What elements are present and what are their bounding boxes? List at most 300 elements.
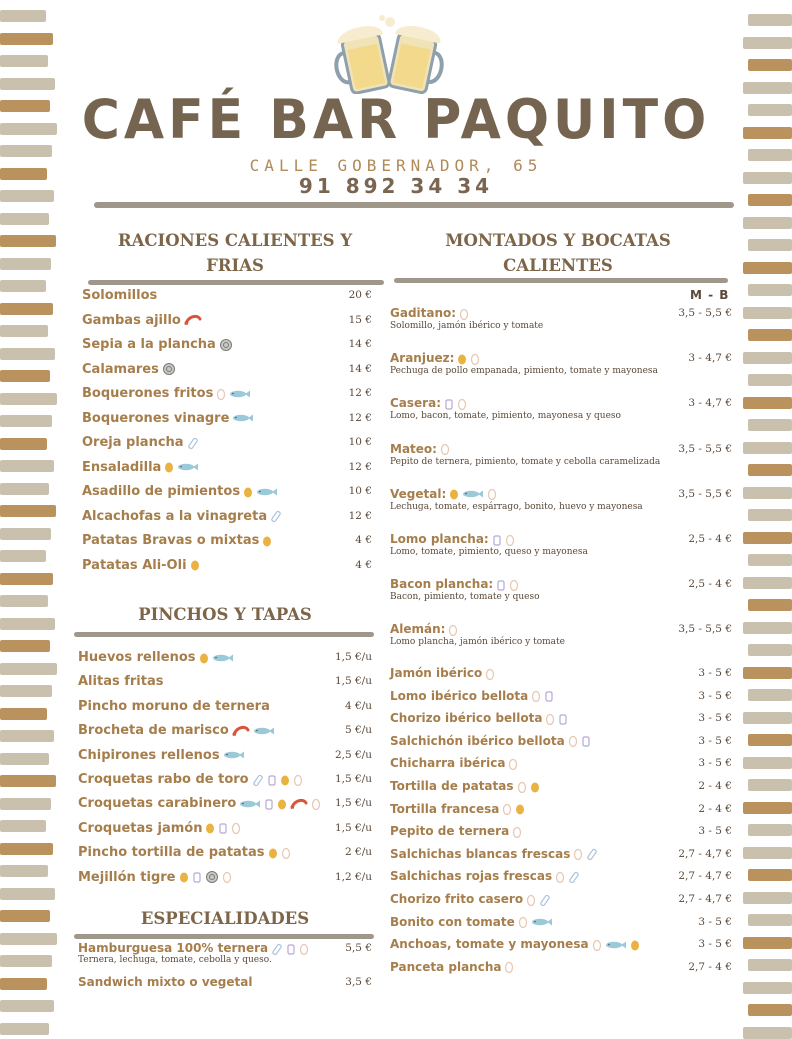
menu-item-name [78, 941, 309, 955]
address: CALLE GOBERNADOR, 65 [249, 156, 543, 175]
stripe [748, 824, 792, 836]
egg-icon [205, 822, 215, 834]
milk-icon [192, 871, 202, 883]
menu-item-price: 3 - 5 € [698, 689, 732, 702]
egg-icon [449, 488, 459, 500]
stripe [743, 487, 792, 499]
menu-item-price: 2,7 - 4 € [688, 960, 732, 973]
menu-item-name [82, 484, 278, 499]
shrimp-icon [290, 798, 308, 810]
menu-item-name [390, 937, 640, 951]
menu-item-label: Tortilla de patatas [390, 779, 514, 793]
stripe [743, 892, 792, 904]
stripe [748, 374, 792, 386]
menu-item-price: 3 - 4,7 € [688, 352, 732, 365]
menu-item-name [390, 396, 467, 410]
stripe [748, 1004, 792, 1016]
gluten-icon [485, 668, 495, 680]
section-title-line: RACIONES CALIENTES Y [117, 231, 353, 250]
menu-item-name [390, 915, 553, 929]
sulphite-icon [252, 774, 264, 786]
stripe [0, 573, 53, 585]
fish-icon [253, 725, 275, 737]
menu-item-price: 5,5 € [345, 942, 372, 954]
fish-icon [239, 798, 261, 810]
menu-item-name [82, 337, 233, 352]
menu-item-price: 2,7 - 4,7 € [678, 893, 732, 905]
milk-icon [558, 713, 568, 725]
section-title-line: MONTADOS Y BOCATAS [445, 231, 671, 250]
section-title-montados [398, 228, 718, 278]
gluten-icon [281, 847, 291, 859]
sulphite-icon [586, 848, 598, 860]
stripe [0, 798, 51, 810]
menu-item-label: Calamares [82, 361, 159, 377]
shrimp-icon [184, 314, 202, 326]
menu-item-name [82, 509, 282, 524]
menu-item-name [78, 796, 321, 811]
gluten-icon [216, 388, 226, 400]
menu-item-price: 3,5 - 5,5 € [678, 487, 732, 500]
gluten-icon [311, 798, 321, 810]
stripe [0, 618, 55, 630]
gluten-icon [293, 774, 303, 786]
sulphite-icon [539, 894, 551, 906]
stripe [0, 820, 46, 832]
menu-item-label: Pincho moruno de ternera [78, 698, 270, 714]
menu-item-name [390, 351, 480, 365]
menu-item-price: 3,5 - 5,5 € [678, 307, 732, 319]
stripe [743, 397, 792, 409]
milk-icon [218, 822, 228, 834]
stripe [743, 937, 792, 949]
menu-item-name [390, 532, 515, 546]
stripe [0, 55, 48, 67]
menu-item-label: Aranjuez: [390, 351, 455, 366]
milk-icon [286, 943, 296, 955]
menu-item-name [390, 711, 568, 725]
stripe [0, 235, 56, 247]
gluten-icon [531, 690, 541, 702]
menu-item-price: 4 € [355, 534, 372, 546]
stripe [748, 59, 792, 71]
stripe [0, 33, 53, 45]
menu-item-label: Salchichón ibérico bellota [390, 733, 565, 748]
mollusc-icon [219, 338, 233, 352]
menu-item-label: Alitas fritas [78, 674, 164, 690]
stripe [0, 370, 50, 382]
menu-item-name [78, 674, 163, 689]
shrimp-icon [232, 725, 250, 737]
gluten-icon [487, 488, 497, 500]
stripe [748, 14, 792, 26]
menu-item-price: 3 - 5 € [698, 667, 732, 679]
menu-item-price: 2 - 4 € [698, 780, 732, 792]
egg-icon [457, 353, 467, 365]
stripe [0, 685, 52, 697]
menu-item-label: Jamón ibérico [390, 666, 483, 680]
stripe [0, 505, 56, 517]
menu-item-description: Pepito de ternera, pimiento, tomate y cebolla caramelizada [390, 456, 661, 467]
menu-item-name [78, 772, 303, 787]
stripe [743, 442, 792, 454]
pinchos-divider [74, 632, 374, 637]
section-title-especialidades: ESPECIALIDADES [140, 909, 310, 928]
fish-icon [605, 939, 627, 951]
stripe [0, 753, 49, 765]
menu-item-price: 3 - 5 € [698, 712, 732, 725]
menu-item-label: Chicharra ibérica [390, 756, 506, 771]
phone-number: 91 892 34 34 [298, 174, 494, 198]
gluten-icon [517, 781, 527, 793]
menu-item-price: 3 - 5 € [698, 825, 732, 838]
menu-item-label: Solomillos [82, 288, 158, 303]
sulphite-icon [271, 943, 283, 955]
menu-item-name [390, 779, 540, 793]
menu-item-price: 2,5 - 4 € [688, 578, 732, 591]
gluten-icon [470, 353, 480, 365]
menu-item-name [390, 734, 591, 748]
stripe [748, 419, 792, 431]
gluten-icon [573, 848, 583, 860]
menu-item-price: 3,5 € [345, 976, 372, 988]
fish-icon [229, 388, 251, 400]
stripe [743, 352, 792, 364]
menu-item-name [390, 622, 458, 636]
menu-item-label: Pincho tortilla de patatas [78, 845, 265, 861]
stripe [0, 483, 49, 495]
menu-item-price: 15 € [348, 313, 372, 326]
menu-item-price: 2,7 - 4,7 € [678, 870, 732, 883]
menu-item-description: Solomillo, jamón ibérico y tomate [390, 321, 544, 331]
egg-icon [280, 774, 290, 786]
menu-item-description: Lechuga, tomate, espárrago, bonito, huevo y mayonesa [390, 501, 643, 512]
menu-item-label: Salchichas rojas frescas [390, 869, 553, 884]
stripe [743, 667, 792, 679]
fish-icon [232, 412, 254, 424]
menu-item-label: Patatas Ali-Oli [82, 557, 187, 573]
stripe [743, 262, 792, 274]
size-header: M - B [690, 288, 730, 302]
menu-item-description: Ternera, lechuga, tomate, cebolla y queso. [78, 955, 272, 965]
stripe [0, 303, 53, 315]
stripe [0, 325, 48, 337]
egg-icon [199, 652, 209, 664]
menu-item-name [390, 892, 551, 906]
stripe [0, 528, 51, 540]
menu-item-label: Boquerones fritos [82, 386, 214, 401]
menu-item-label: Anchoas, tomate y mayonesa [390, 937, 589, 952]
section-title-pinchos: PINCHOS Y TAPAS [138, 605, 312, 624]
stripe [743, 757, 792, 769]
egg-icon [277, 798, 287, 810]
stripe [748, 959, 792, 971]
menu-item-label: Croquetas rabo de toro [78, 772, 249, 787]
fish-icon [223, 749, 245, 761]
menu-item-name [78, 723, 275, 738]
fish-icon [212, 652, 234, 664]
stripe [0, 865, 48, 877]
menu-item-name [78, 650, 234, 665]
gluten-icon [502, 803, 512, 815]
menu-item-label: Sepia a la plancha [82, 337, 216, 352]
stripe [743, 982, 792, 994]
gluten-icon [518, 916, 528, 928]
menu-item-price: 1,2 €/u [334, 870, 372, 883]
menu-item-label: Oreja plancha [82, 435, 184, 450]
menu-item-price: 12 € [348, 509, 372, 522]
menu-item-label: Gaditano: [390, 306, 457, 320]
stripe [748, 689, 792, 701]
egg-icon [630, 939, 640, 951]
egg-icon [268, 847, 278, 859]
gluten-icon [568, 735, 578, 747]
stripe [743, 37, 792, 49]
menu-item-name [82, 533, 272, 548]
stripe [0, 550, 46, 562]
stripe [0, 460, 54, 472]
milk-icon [264, 798, 274, 810]
menu-item-price: 4 € [355, 558, 372, 571]
stripe [748, 644, 792, 656]
stripe [0, 775, 56, 787]
menu-item-price: 3 - 5 € [698, 757, 732, 770]
gluten-icon [508, 758, 518, 770]
stripe [743, 307, 792, 319]
stripe [743, 577, 792, 589]
menu-item-price: 3,5 - 5,5 € [678, 623, 732, 636]
stripe [0, 663, 57, 675]
egg-icon [262, 535, 272, 547]
menu-item-price: 5 €/u [345, 724, 372, 737]
gluten-icon [512, 826, 522, 838]
stripe [0, 910, 50, 922]
restaurant-title: CAFÉ BAR PAQUITO [81, 88, 711, 152]
menu-item-label: Chorizo frito casero [390, 892, 524, 906]
egg-icon [243, 486, 253, 498]
menu-item-name [82, 386, 251, 401]
menu-item-name [390, 487, 497, 501]
stripe [743, 847, 792, 859]
stripe [0, 843, 53, 855]
stripe [748, 779, 792, 791]
menu-item-price: 4 €/u [345, 699, 372, 712]
stripe [0, 213, 49, 225]
section-title-raciones [90, 228, 380, 278]
stripe [748, 239, 792, 251]
menu-item-label: Hamburguesa 100% ternera [78, 941, 269, 955]
menu-item-price: 1,5 €/u [334, 773, 372, 785]
menu-item-label: Lomo plancha: [390, 532, 489, 546]
menu-item-price: 2 - 4 € [698, 802, 732, 815]
stripe [0, 280, 46, 292]
stripe [743, 532, 792, 544]
menu-item-label: Gambas ajillo [82, 312, 181, 328]
gluten-icon [231, 822, 241, 834]
menu-item-price: 12 € [348, 387, 372, 399]
menu-item-price: 10 € [348, 485, 372, 497]
stripe [0, 258, 51, 270]
menu-item-label: Brocheta de marisco [78, 723, 229, 739]
stripe [0, 640, 50, 652]
gluten-icon [222, 871, 232, 883]
stripe [748, 329, 792, 341]
menu-item-description: Lomo, tomate, pimiento, queso y mayonesa [390, 547, 588, 557]
menu-item-price: 14 € [348, 362, 372, 375]
menu-item-price: 20 € [348, 289, 372, 301]
section-title-line: CALIENTES [503, 256, 613, 275]
stripe [0, 415, 52, 427]
menu-item-name [82, 362, 176, 377]
menu-item-name [390, 442, 450, 456]
menu-item-label: Salchichas blancas frescas [390, 846, 571, 861]
stripe [743, 712, 792, 724]
stripe [0, 595, 48, 607]
stripe [748, 464, 792, 476]
menu-item-price: 2,7 - 4,7 € [678, 847, 732, 860]
stripe [0, 708, 47, 720]
menu-item-price: 2,5 - 4 € [688, 533, 732, 545]
stripe [0, 1000, 54, 1012]
milk-icon [444, 398, 454, 410]
section-title-line: FRIAS [206, 256, 264, 275]
menu-item-price: 3 - 4,7 € [688, 397, 732, 410]
menu-item-name [390, 689, 554, 703]
menu-item-name [82, 558, 200, 573]
menu-item-name [78, 821, 241, 836]
sulphite-icon [187, 437, 199, 449]
gluten-icon [299, 943, 309, 955]
menu-item-price: 10 € [348, 436, 372, 448]
menu-item-name [82, 411, 254, 426]
menu-item-price: 2,5 €/u [334, 748, 372, 761]
menu-item-name [390, 306, 469, 320]
menu-item-description: Lomo, bacon, tomate, pimiento, mayonesa y queso [390, 411, 621, 422]
menu-item-name [390, 869, 580, 883]
menu-item-name [78, 870, 232, 885]
milk-icon [267, 774, 277, 786]
menu-item-label: Patatas Bravas o mixtas [82, 533, 260, 548]
milk-icon [496, 579, 506, 591]
menu-item-label: Lomo ibérico bellota [390, 688, 529, 703]
egg-icon [515, 803, 525, 815]
menu-item-price: 3 - 5 € [698, 938, 732, 951]
sulphite-icon [568, 871, 580, 883]
menu-item-label: Bonito con tomate [390, 914, 515, 929]
milk-icon [492, 534, 502, 546]
menu-item-price: 1,5 €/u [334, 651, 372, 663]
menu-item-price: 3 - 5 € [698, 915, 732, 928]
fish-icon [531, 916, 553, 928]
menu-item-name [78, 699, 270, 714]
stripe [748, 284, 792, 296]
stripe [748, 554, 792, 566]
menu-item-label: Chorizo ibérico bellota [390, 711, 543, 726]
especialidades-divider [74, 934, 374, 939]
stripe [0, 393, 57, 405]
stripe [0, 1023, 49, 1035]
beer-mugs-icon [328, 12, 452, 94]
menu-item-name [390, 847, 598, 861]
menu-item-label: Casera: [390, 396, 441, 411]
stripe [748, 734, 792, 746]
milk-icon [581, 735, 591, 747]
menu-item-price: 12 € [348, 411, 372, 424]
stripe [0, 10, 46, 22]
left-stripe-border [0, 0, 58, 1024]
gluten-icon [440, 443, 450, 455]
menu-item-label: Chipirones rellenos [78, 747, 220, 763]
gluten-icon [504, 961, 514, 973]
gluten-icon [448, 624, 458, 636]
stripe [748, 509, 792, 521]
fish-icon [462, 488, 484, 500]
menu-item-name [390, 960, 514, 974]
menu-item-price: 1,5 €/u [334, 821, 372, 834]
menu-item-label: Panceta plancha [390, 959, 502, 974]
milk-icon [544, 690, 554, 702]
menu-item-name [390, 577, 519, 591]
menu-item-label: Alcachofas a la vinagreta [82, 508, 268, 524]
gluten-icon [526, 894, 536, 906]
menu-item-label: Croquetas carabinero [78, 796, 237, 812]
menu-item-price: 3,5 - 5,5 € [678, 442, 732, 455]
gluten-icon [459, 308, 469, 320]
stripe [0, 978, 47, 990]
fish-icon [177, 461, 199, 473]
gluten-icon [509, 579, 519, 591]
egg-icon [530, 781, 540, 793]
stripe [0, 438, 47, 450]
menu-item-name [78, 845, 291, 860]
menu-item-name [78, 748, 245, 763]
menu-item-label: Tortilla francesa [390, 801, 500, 816]
menu-item-description: Pechuga de pollo empanada, pimiento, tomate y mayonesa [390, 366, 658, 377]
menu-item-price: 14 € [348, 338, 372, 350]
stripe [0, 955, 52, 967]
menu-item-label: Mateo: [390, 441, 437, 456]
menu-item-label: Pepito de ternera [390, 824, 510, 839]
menu-item-name [82, 313, 202, 328]
menu-item-label: Boquerones vinagre [82, 410, 230, 426]
menu-item-description: Bacon, pimiento, tomate y queso [390, 592, 540, 603]
right-stripe-border [742, 0, 792, 1024]
menu-item-label: Vegetal: [390, 486, 447, 501]
menu-item-name [82, 460, 199, 475]
menu-item-label: Croquetas jamón [78, 820, 203, 836]
menu-item-name [82, 435, 199, 450]
stripe [0, 730, 54, 742]
menu-item-name [390, 666, 495, 680]
menu-item-name [390, 802, 525, 816]
menu-item-name [390, 824, 522, 838]
stripe [0, 933, 57, 945]
gluten-icon [592, 939, 602, 951]
stripe [748, 914, 792, 926]
stripe [748, 869, 792, 881]
menu-item-name [390, 756, 518, 770]
mollusc-icon [162, 362, 176, 376]
mollusc-icon [205, 870, 219, 884]
menu-item-label: Huevos rellenos [78, 650, 196, 665]
stripe [748, 599, 792, 611]
header-divider [94, 202, 734, 208]
sulphite-icon [270, 510, 282, 522]
menu-item-label: Sandwich mixto o vegetal [78, 975, 253, 989]
stripe [743, 802, 792, 814]
stripe [743, 622, 792, 634]
menu-item-name [78, 975, 252, 989]
